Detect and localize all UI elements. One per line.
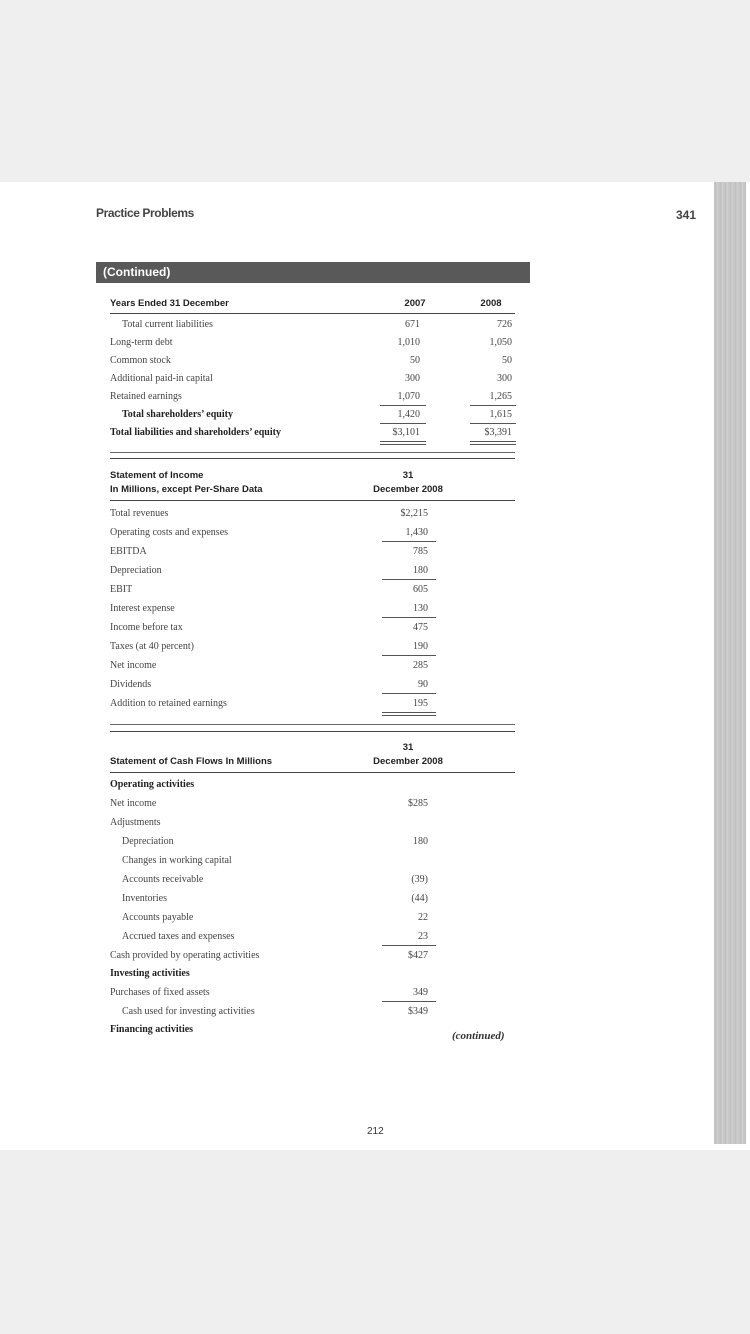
continued-note: (continued): [452, 1030, 505, 1042]
table-row-label: Net income: [110, 660, 157, 671]
table-row-label: EBIT: [110, 584, 133, 595]
table-cell: $3,101: [392, 427, 420, 438]
subtotal-rule: [380, 423, 426, 424]
table-cell: $349: [408, 1006, 428, 1017]
table-cell: 180: [413, 565, 428, 576]
table-row-label: Depreciation: [122, 836, 174, 847]
table-row-label: Cash used for investing activities: [122, 1006, 255, 1017]
table-row-label: Cash provided by operating activities: [110, 950, 260, 961]
table-row-label: Accounts receivable: [122, 874, 204, 885]
continued-band: [96, 262, 530, 283]
subtotal-rule: [382, 579, 436, 580]
table-divider: [110, 452, 515, 453]
subtotal-rule: [382, 693, 436, 694]
total-double-rule: [470, 441, 516, 445]
table-row-label: Retained earnings: [110, 391, 182, 402]
table-cell: $3,391: [484, 427, 512, 438]
table-cell: 726: [497, 319, 512, 330]
table-divider: [110, 731, 515, 732]
cashflow-col-header-date: December 2008: [373, 756, 443, 767]
subtotal-rule: [470, 423, 516, 424]
table-cell: 1,420: [397, 409, 420, 420]
table-row-label: Changes in working capital: [122, 855, 232, 866]
income-header-rule: [110, 500, 515, 501]
income-statement-subtitle: In Millions, except Per-Share Data: [110, 484, 263, 495]
total-double-rule: [380, 441, 426, 445]
table-cell: 1,050: [489, 337, 512, 348]
table-row-label: Net income: [110, 798, 157, 809]
balance-sheet-year-2007: 2007: [404, 298, 426, 309]
cashflow-title: Statement of Cash Flows In Millions: [110, 756, 273, 767]
table-cell: 300: [405, 373, 420, 384]
table-cell: 22: [418, 912, 428, 923]
table-row-label: Accounts payable: [122, 912, 194, 923]
table-row-label: Accrued taxes and expenses: [122, 931, 235, 942]
table-cell: $285: [408, 798, 428, 809]
table-cell: (44): [411, 893, 428, 904]
table-cell: 475: [413, 622, 428, 633]
subtotal-rule: [382, 1001, 436, 1002]
table-cell: $427: [408, 950, 428, 961]
table-cell: 1,010: [397, 337, 420, 348]
table-cell: 130: [413, 603, 428, 614]
table-row-label: Total shareholders’ equity: [122, 409, 233, 420]
table-cell: 50: [502, 355, 512, 366]
table-row-label: Taxes (at 40 percent): [110, 641, 194, 652]
table-cell: 1,430: [405, 527, 428, 538]
table-row-label: Depreciation: [110, 565, 162, 576]
subtotal-rule: [382, 945, 436, 946]
table-row-label: Dividends: [110, 679, 152, 690]
continued-band-label: (Continued): [103, 265, 171, 279]
table-cell: 1,070: [397, 391, 420, 402]
subtotal-rule: [470, 405, 516, 406]
table-divider: [110, 724, 515, 725]
table-cell: 671: [405, 319, 420, 330]
cashflow-col-header-day: 31: [402, 742, 414, 753]
balance-sheet-year-2008: 2008: [480, 298, 502, 309]
income-statement-title: Statement of Income: [110, 470, 204, 481]
table-cell: 300: [497, 373, 512, 384]
table-row-label: Total revenues: [110, 508, 169, 519]
section-heading: Investing activities: [110, 968, 190, 979]
table-cell: 180: [413, 836, 428, 847]
table-row-label: Total liabilities and shareholders’ equity: [110, 427, 281, 438]
total-double-rule: [382, 712, 436, 716]
income-col-header-day: 31: [402, 470, 414, 481]
table-row-label: Common stock: [110, 355, 171, 366]
table-cell: (39): [411, 874, 428, 885]
section-heading: Financing activities: [110, 1024, 194, 1035]
table-row-label: Purchases of fixed assets: [110, 987, 210, 998]
footer-page-number: 212: [367, 1126, 384, 1137]
running-header-title: Practice Problems: [96, 206, 194, 220]
income-col-header-date: December 2008: [373, 484, 443, 495]
table-cell: 23: [418, 931, 428, 942]
cashflow-header-rule: [110, 772, 515, 773]
table-cell: 190: [413, 641, 428, 652]
table-row-label: Operating costs and expenses: [110, 527, 229, 538]
subtotal-rule: [382, 655, 436, 656]
table-cell: 50: [410, 355, 420, 366]
table-divider: [110, 458, 515, 459]
table-row-label: Long-term debt: [110, 337, 173, 348]
running-header-page-number: 341: [676, 208, 697, 222]
page-edge-shadow: [714, 182, 746, 1144]
table-cell: 90: [418, 679, 428, 690]
table-row-label: Addition to retained earnings: [110, 698, 227, 709]
section-heading: Operating activities: [110, 779, 195, 790]
table-row-label: EBITDA: [110, 546, 147, 557]
subtotal-rule: [382, 541, 436, 542]
table-cell: 1,615: [489, 409, 512, 420]
table-cell: 605: [413, 584, 428, 595]
balance-sheet-col-header: Years Ended 31 December: [110, 298, 229, 309]
table-cell: 195: [413, 698, 428, 709]
table-cell: 785: [413, 546, 428, 557]
balance-sheet-header-rule: [110, 313, 515, 314]
subtotal-rule: [382, 617, 436, 618]
table-cell: 1,265: [489, 391, 512, 402]
table-row-label: Total current liabilities: [122, 319, 213, 330]
table-cell: 285: [413, 660, 428, 671]
table-cell: 349: [413, 987, 428, 998]
table-row-label: Inventories: [122, 893, 167, 904]
table-row-label: Adjustments: [110, 817, 161, 828]
table-row-label: Income before tax: [110, 622, 183, 633]
table-cell: $2,215: [400, 508, 428, 519]
subtotal-rule: [380, 405, 426, 406]
table-row-label: Additional paid-in capital: [110, 373, 213, 384]
table-row-label: Interest expense: [110, 603, 175, 614]
